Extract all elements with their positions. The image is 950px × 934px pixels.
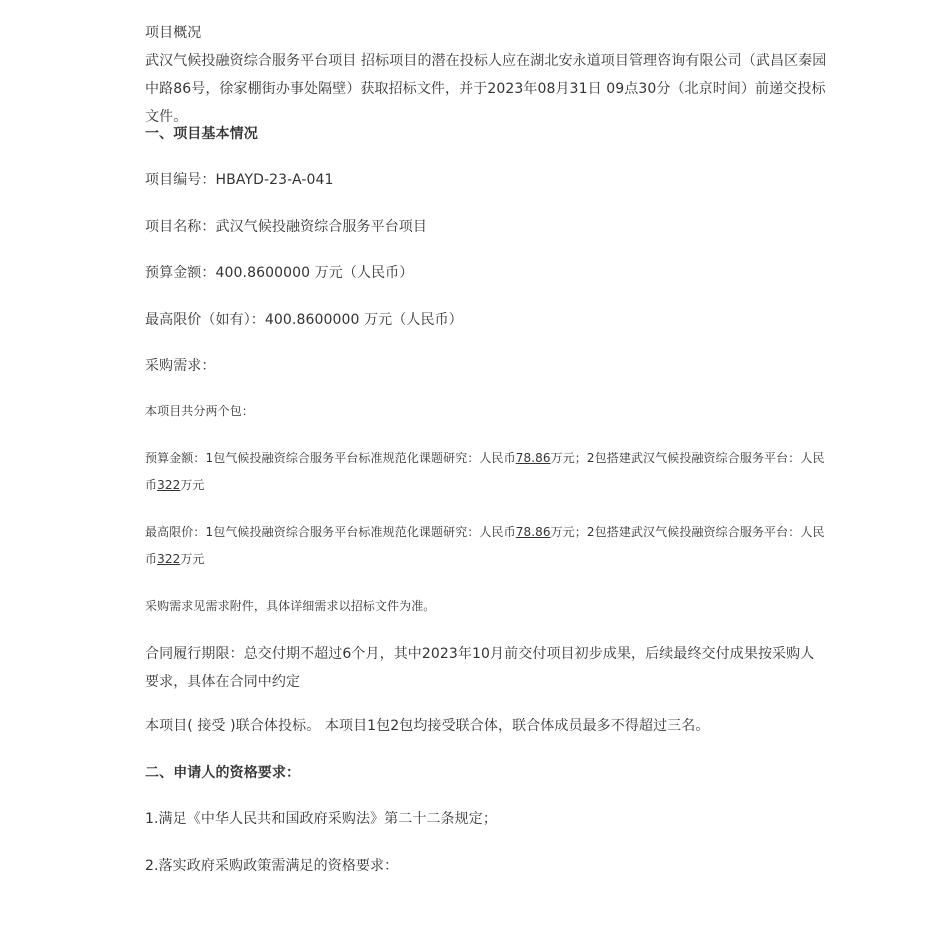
section2-heading: 二、申请人的资格要求： — [145, 765, 301, 781]
contract-period: 合同履行期限：总交付期不超过6个月，其中2023年10月前交付项目初步成果，后续最终交付成果按采购人要求，具体在合同中约定 — [145, 646, 815, 690]
max-package2-amount: 322 — [157, 552, 181, 566]
budget-detail-middle: 万元；2包搭建武汉气候投融资综合服务平台：人民币 — [145, 451, 825, 492]
consortium-note: 本项目( 接受 )联合体投标。 本项目1包2包均接受联合体，联合体成员最多不得超过三名。 — [145, 718, 710, 734]
max-detail-prefix: 最高限价：1包气候投融资综合服务平台标准规范化课题研究：人民币 — [145, 525, 516, 539]
max-detail-suffix: 万元 — [180, 552, 205, 566]
max-price: 最高限价（如有）：400.8600000 万元（人民币） — [145, 312, 463, 328]
procurement-need-label: 采购需求： — [145, 358, 216, 374]
budget-detail — [145, 445, 835, 499]
overview-title: 项目概况 — [145, 25, 202, 41]
requirement-2: 2.落实政府采购政策需满足的资格要求： — [145, 858, 399, 874]
max-detail-middle: 万元；2包搭建武汉气候投融资综合服务平台：人民币 — [145, 525, 825, 566]
budget-detail-suffix: 万元 — [180, 478, 205, 492]
budget-detail-prefix: 预算金额：1包气候投融资综合服务平台标准规范化课题研究：人民币 — [145, 451, 516, 465]
max-price-detail — [145, 519, 835, 573]
budget-package2-amount: 322 — [157, 478, 181, 492]
attachment-note: 采购需求见需求附件，具体详细需求以招标文件为准。 — [145, 599, 436, 613]
project-number: 项目编号：HBAYD-23-A-041 — [145, 172, 334, 188]
project-name: 项目名称：武汉气候投融资综合服务平台项目 — [145, 219, 427, 235]
budget-package1-amount: 78.86 — [515, 451, 551, 465]
packages-note: 本项目共分两个包： — [145, 404, 254, 418]
requirement-1: 1.满足《中华人民共和国政府采购法》第二十二条规定； — [145, 811, 497, 827]
max-package1-amount: 78.86 — [515, 525, 551, 539]
budget-amount: 预算金额：400.8600000 万元（人民币） — [145, 265, 414, 281]
section1-heading: 一、项目基本情况 — [145, 126, 258, 142]
overview-intro: 武汉气候投融资综合服务平台项目 招标项目的潜在投标人应在湖北安永道项目管理咨询有限公司（武昌区秦园中路86号，徐家棚街办事处隔壁）获取招标文件，并于2023年08月31日 09点30分（北京时间）前递交投标文件。 — [145, 53, 827, 125]
